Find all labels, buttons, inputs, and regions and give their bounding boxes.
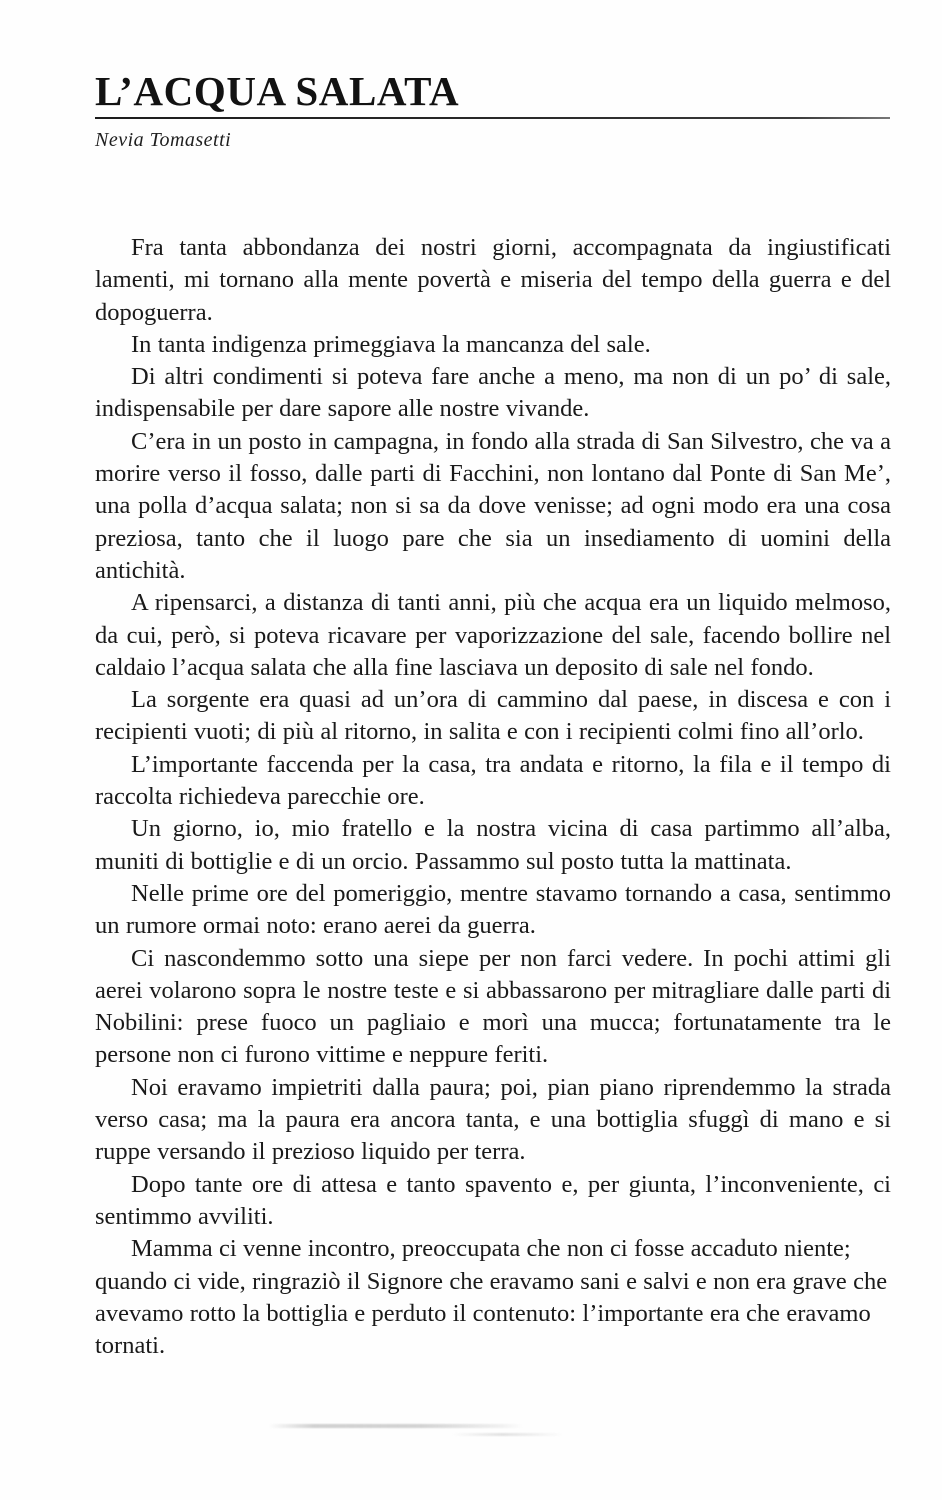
page-title: L’ACQUA SALATA <box>95 68 460 114</box>
title-divider <box>95 117 890 119</box>
paragraph: L’importante faccenda per la casa, tra andata e ritorno, la fila e il tempo di raccolta richiedeva parecchie ore. <box>95 750 891 811</box>
paragraph: Fra tanta abbondanza dei nostri giorni, accompagnata da ingiustificati lamenti, mi tornano alla mente povertà e miseria del tempo della guerra e del dopoguerra. <box>95 234 891 326</box>
paragraph: Nelle prime ore del pomeriggio, mentre stavamo tornando a casa, sentimmo un rumore ormai noto: erano aerei da guerra. <box>95 879 891 940</box>
paragraph: C’era in un posto in campagna, in fondo alla strada di San Silvestro, che va a morire verso il fosso, dalle parti di Facchini, non lontano dal Ponte di San Me’, una polla d’acqua salata; non si sa da dove venisse; ad ogni modo era una cosa preziosa, tanto che il luogo pare che sia un insediamento di uomini della antichità. <box>95 427 891 584</box>
paragraph: A ripensarci, a distanza di tanti anni, più che acqua era un liquido melmoso, da cui, però, si poteva ricavare per vaporizzazione del sale, facendo bollire nel caldaio l’acqua salata che alla fine lasciava un deposito di sale nel fondo. <box>95 589 891 681</box>
paragraph: Mamma ci venne incontro, preoccupata che non ci fosse accaduto niente; quando ci vide, ringraziò il Signore che eravamo sani e salvi e non era grave che avevamo rotto la bottiglia e perduto il contenuto: l’importante era che eravamo tornati. <box>95 1235 888 1360</box>
scan-artifact <box>268 1424 523 1428</box>
paragraph: Di altri condimenti si poteva fare anche a meno, ma non di un po’ di sale, indispensabile per dare sapore alle nostre vivande. <box>95 363 891 423</box>
paragraph: In tanta indigenza primeggiava la mancanza del sale. <box>131 330 651 358</box>
paragraph: Un giorno, io, mio fratello e la nostra vicina di casa partimmo all’alba, muniti di bottiglie e di un orcio. Passammo sul posto tutta la mattinata. <box>95 815 891 875</box>
paragraph: Dopo tante ore di attesa e tanto spavento e, per giunta, l’inconveniente, ci sentimmo avviliti. <box>95 1170 891 1230</box>
author-byline: Nevia Tomasetti <box>95 129 232 151</box>
paragraph: Ci nascondemmo sotto una siepe per non farci vedere. In pochi attimi gli aerei volarono sopra le nostre teste e si abbassarono per mitragliare dalle parti di Nobilini: prese fuoco un pagliaio e morì una mucca; fortunatamente tra le persone non ci furono vittime e neppure feriti. <box>95 944 891 1069</box>
paragraph: Noi eravamo impietriti dalla paura; poi, pian piano riprendemmo la strada verso casa; ma la paura era ancora tanta, e una bottiglia sfuggì di mano e si ruppe versando il prezioso liquido per terra. <box>95 1073 891 1166</box>
article-body <box>95 232 891 1362</box>
document-header <box>95 68 890 152</box>
scan-artifact <box>452 1433 564 1436</box>
paragraph: La sorgente era quasi ad un’ora di cammino dal paese, in discesa e con i recipienti vuoti; di più al ritorno, in salita e con i recipienti colmi fino all’orlo. <box>95 686 891 746</box>
